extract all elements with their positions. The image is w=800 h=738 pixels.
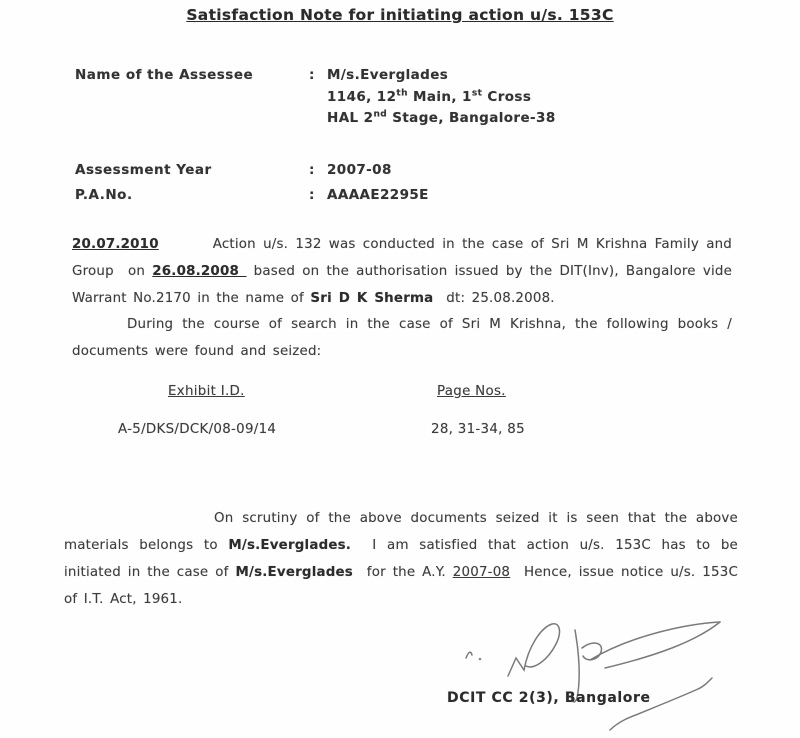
text-run: 2007-08 (452, 565, 511, 580)
table-header-page-nos: Page Nos. (437, 384, 506, 399)
text-run: based on the authorisation issued by the DIT(Inv), Bangalore vide Warrant No.2170 in the name of (72, 264, 733, 306)
text-run: nd (373, 109, 388, 120)
assessee-address-line-1 (327, 89, 531, 105)
assessment-year-colon: : (309, 162, 315, 178)
text-run: Main, 1 (407, 89, 472, 105)
assessee-name: M/s.Everglades (327, 67, 449, 83)
text-run: Sri D K Sherma (310, 291, 434, 306)
text-run: M/s.Everglades. (228, 538, 352, 553)
text-run: Cross (482, 89, 532, 105)
signature-curl (582, 643, 601, 660)
paragraph-search-conducted (72, 231, 732, 312)
text-run: Stage, Bangalore-38 (387, 110, 556, 126)
table-cell-page-nos: 28, 31-34, 85 (431, 422, 525, 437)
text-run: Hence, issue notice u/s. 153C of I.T. Act, 1961. (64, 565, 738, 607)
text-run: 20.07.2010 (72, 237, 159, 252)
pan-value: AAAAE2295E (327, 187, 429, 203)
text-run: st (471, 88, 483, 99)
text-run: On scrutiny of the above documents seized it is seen that the above materials belongs to (64, 511, 738, 553)
signature-tick (466, 652, 472, 658)
pan-colon: : (309, 187, 315, 203)
signature-flourish-lower (605, 622, 720, 668)
text-run: 26.08.2008 (152, 264, 247, 279)
signature-dot (479, 658, 482, 661)
assessment-year-label: Assessment Year (75, 162, 212, 178)
text-run: th (396, 88, 408, 99)
signatory-designation: DCIT CC 2(3), Bangalore (447, 690, 651, 706)
table-cell-exhibit-id: A-5/DKS/DCK/08-09/14 (118, 422, 277, 437)
document-title: Satisfaction Note for initiating action u/s. 153C (186, 6, 614, 24)
assessee-address-line-2 (327, 110, 556, 126)
signature-scribble (440, 598, 770, 738)
text-run: for the A.Y. (352, 565, 453, 580)
assessment-year-value: 2007-08 (327, 162, 392, 178)
assessee-label: Name of the Assessee (75, 67, 254, 83)
text-run: Action u/s. 132 was conducted in the case of Sri M Krishna Family and Group on (72, 237, 732, 279)
table-header-exhibit-id: Exhibit I.D. (168, 384, 245, 399)
pan-label: P.A.No. (75, 187, 133, 203)
text-run: M/s.Everglades (235, 565, 353, 580)
paragraph-seized-intro: During the course of search in the case of Sri M Krishna, the following books / documents were found and seized: (72, 317, 732, 359)
text-run: I am satisfied that action u/s. 153C has to be initiated in the case of (64, 538, 738, 580)
text-run: 1146, 12 (327, 89, 397, 105)
signature-loop (508, 624, 559, 676)
text-run (159, 231, 213, 258)
paragraph-satisfaction-conclusion (64, 505, 738, 613)
text-run: dt: 25.08.2008. (433, 291, 555, 306)
text-run: HAL 2 (327, 110, 374, 126)
assessee-colon: : (309, 67, 315, 83)
